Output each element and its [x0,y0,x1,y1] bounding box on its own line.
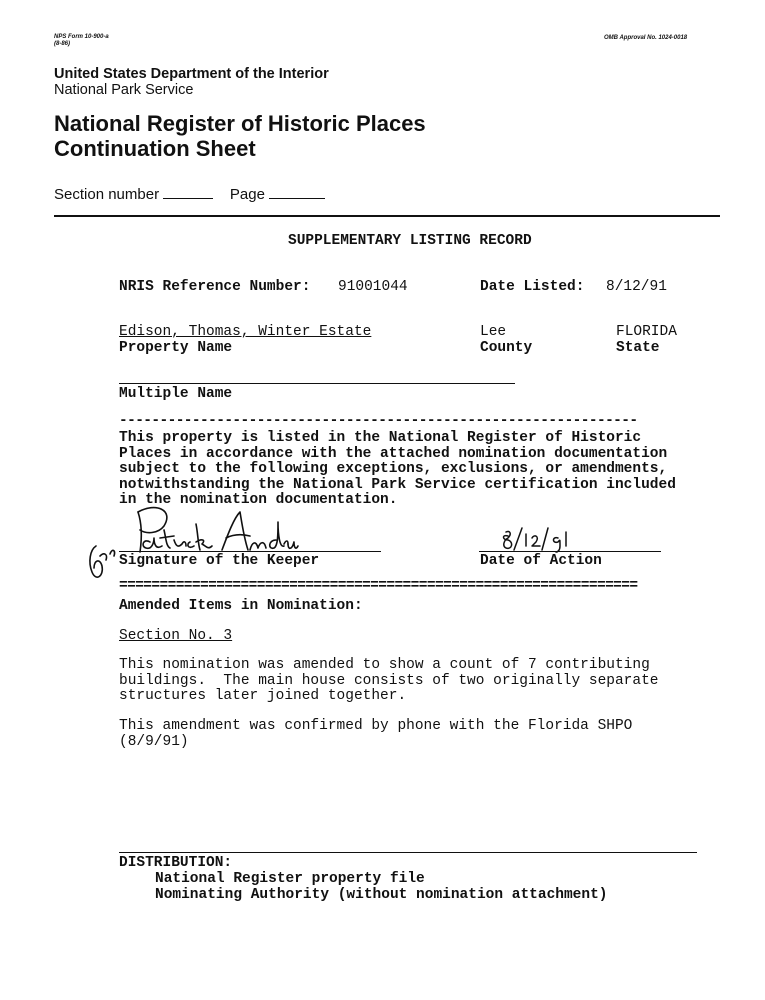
nris-label: NRIS Reference Number: [119,279,311,295]
dashed-separator: ---------------------------------------------------------------- [119,414,638,429]
statement-line: Places in accordance with the attached nomination documentation [119,445,668,462]
county-label: County [480,340,533,356]
state-value: FLORIDA [616,324,677,340]
amendment-line: buildings. The main house consists of two originally separate [119,672,659,689]
amendment-paragraph [119,658,659,705]
page-label: Page [229,186,265,203]
confirmation-line: This amendment was confirmed by phone with the Florida SHPO [119,718,633,734]
distribution-item: Nominating Authority (without nomination attachment) [155,887,608,903]
amended-heading: Amended Items in Nomination: [119,598,363,614]
header-rule [54,215,720,217]
statement-line: notwithstanding the National Park Service certification included [119,476,676,493]
section-number-field [163,198,213,199]
date-of-action-line [479,551,661,552]
signature-label: Signature of the Keeper [119,553,320,569]
statement-line: subject to the following exceptions, exclusions, or amendments, [119,461,668,477]
multiple-name-line [119,383,515,384]
page-field [269,198,325,199]
form-date-text: (8-86) [54,41,71,47]
signature-line [119,551,381,552]
amendment-line: This nomination was amended to show a count of 7 contributing [119,657,650,673]
page-subtitle: Continuation Sheet [54,136,256,161]
omb-approval: OMB Approval No. 1024-0018 [604,35,688,41]
form-number-text: NPS Form 10-900-a [54,34,109,40]
date-listed-value: 8/12/91 [606,279,667,295]
section-no: Section No. 3 [119,628,233,644]
double-separator: ================================================================ [119,581,638,591]
record-heading: SUPPLEMENTARY LISTING RECORD [288,233,532,249]
service-name: National Park Service [54,82,194,98]
county-value: Lee [480,324,507,340]
distribution-item: National Register property file [155,871,425,887]
keeper-signature [82,494,302,590]
handwritten-date [500,524,580,554]
multiple-name-label: Multiple Name [119,386,233,402]
state-label: State [616,340,660,356]
form-number [54,34,109,48]
nris-value: 91001044 [338,279,408,295]
distribution-rule [119,852,697,853]
date-listed-label: Date Listed: [480,279,585,295]
property-name-label: Property Name [119,340,233,356]
property-name-value: Edison, Thomas, Winter Estate [119,324,372,340]
date-of-action-label: Date of Action [480,553,602,569]
page-title: National Register of Historic Places [54,111,426,136]
section-page-line [54,186,325,203]
distribution-label: DISTRIBUTION: [119,855,233,871]
amendment-line: structures later joined together. [119,688,407,704]
section-number-label: Section number [54,186,160,203]
statement-line: in the nomination documentation. [119,492,398,508]
confirmation-paragraph [119,719,632,750]
confirmation-line: (8/9/91) [119,733,189,750]
statement-line: This property is listed in the National Register of Historic [119,430,642,446]
department-name: United States Department of the Interior [54,66,329,82]
